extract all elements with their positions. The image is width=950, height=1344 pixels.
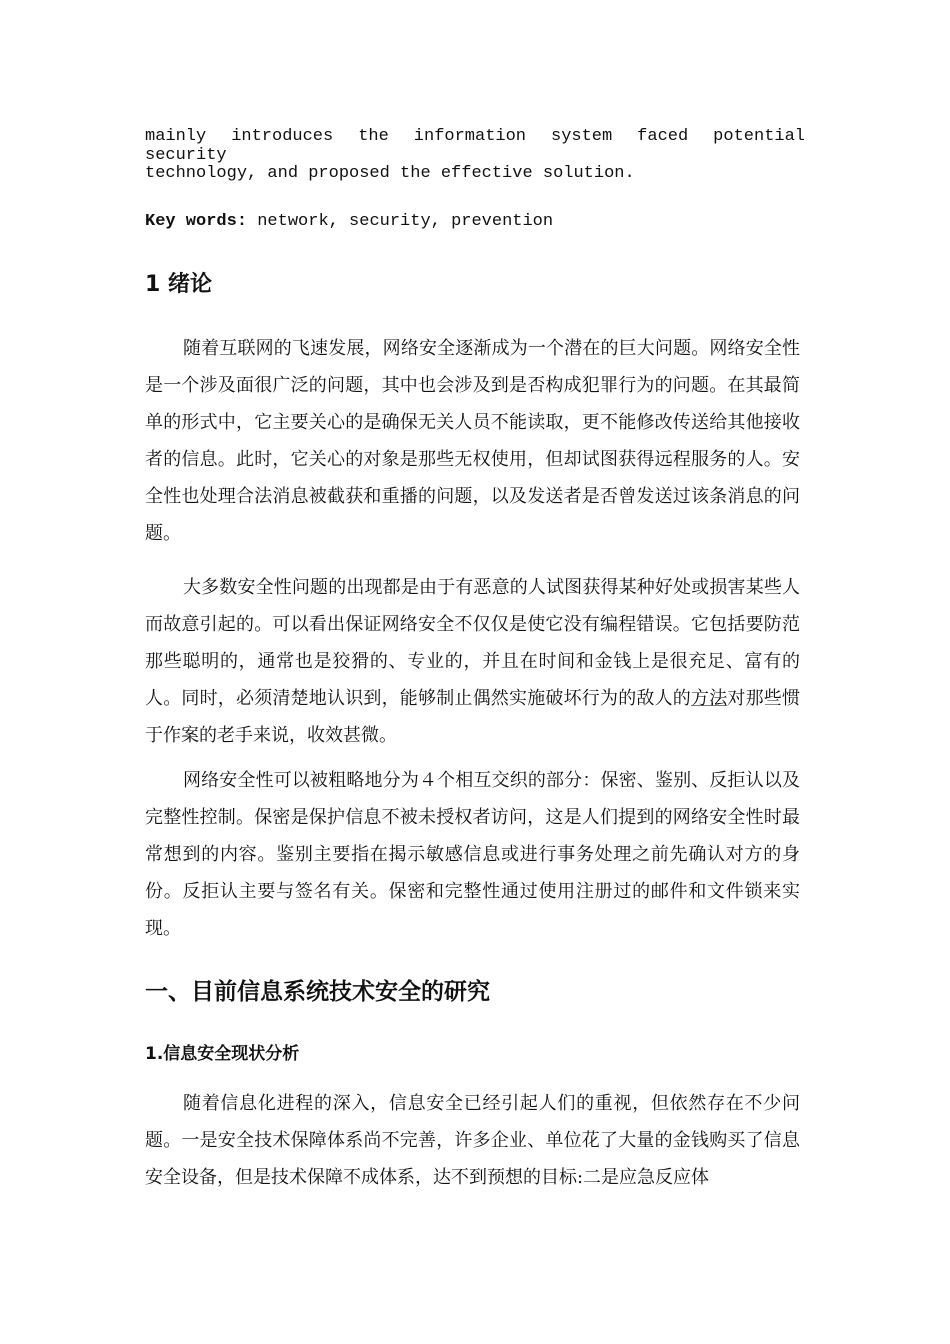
paragraph-2-text-a: 大多数安全性问题的出现都是由于有恶意的人试图获得某种好处或损害某些人而故意引起的。可以看出保证网络安全不仅仅是使它没有编程错误。它包括要防范那些聪明的，通常也是狡猾的、专业的，并且在时间和金钱上是很充足、富有的人。同时，必须清楚地认识到，能够制止偶然实施破坏行为的敌人的 — [145, 577, 800, 709]
subsection-heading: 1.信息安全现状分析 — [145, 1044, 300, 1064]
paragraph-4: 随着信息化进程的深入，信息安全已经引起人们的重视，但依然存在不少问题。一是安全技术保障体系尚不完善，许多企业、单位花了大量的金钱购买了信息安全设备，但是技术保障不成体系，达不到预想的目标:二是应急反应体 — [145, 1093, 800, 1188]
method-link[interactable]: 方法 — [691, 688, 728, 709]
paragraph-2 — [145, 569, 800, 754]
keywords-line — [145, 212, 553, 231]
abstract-line-2: technology, and proposed the effective solution. — [145, 164, 635, 183]
section-heading-1: 1 绪论 — [145, 272, 212, 297]
paragraph-1: 随着互联网的飞速发展，网络安全逐渐成为一个潜在的巨大问题。网络安全性是一个涉及面很广泛的问题，其中也会涉及到是否构成犯罪行为的问题。在其最简单的形式中，它主要关心的是确保无关人员不能读取，更不能修改传送给其他接收者的信息。此时，它关心的对象是那些无权使用，但却试图获得远程服务的人。安全性也处理合法消息被截获和重播的问题，以及发送者是否曾发送过该条消息的问题。 — [145, 338, 800, 544]
abstract-line-1: mainly introduces the information system faced potential security — [145, 127, 805, 165]
section-heading-2: 一、目前信息系统技术安全的研究 — [145, 979, 490, 1005]
paragraph-3: 网络安全性可以被粗略地分为４个相互交织的部分：保密、鉴别、反拒认以及完整性控制。保密是保护信息不被未授权者访问，这是人们提到的网络安全性时最常想到的内容。鉴别主要指在揭示敏感信息或进行事务处理之前先确认对方的身份。反拒认主要与签名有关。保密和完整性通过使用注册过的邮件和文件锁来实现。 — [145, 770, 800, 939]
paragraph-2-text-b: 对那些惯于作案的老手来说，收效甚微。 — [145, 688, 801, 746]
keywords-value: network, security, prevention — [247, 212, 554, 231]
keywords-label: Key words: — [145, 212, 248, 231]
